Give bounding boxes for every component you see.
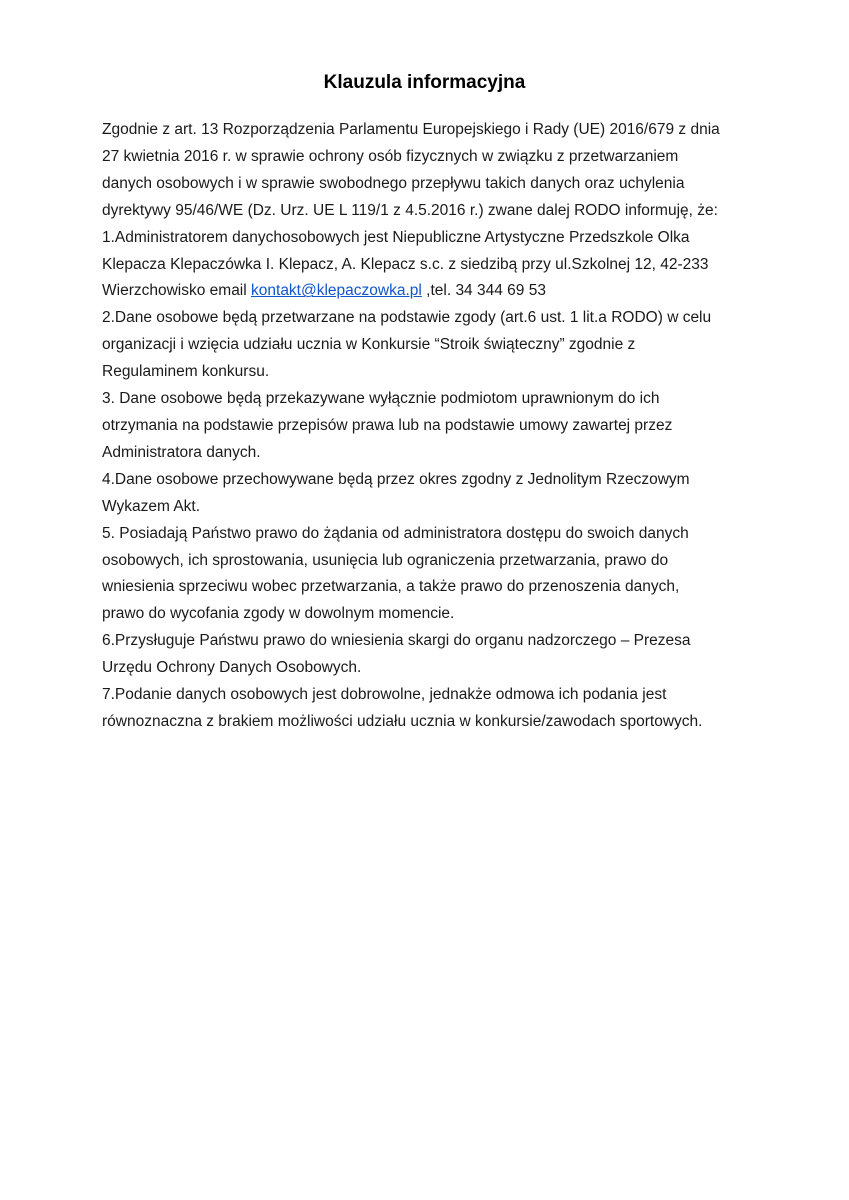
contact-prefix: Wierzchowisko email <box>102 282 252 300</box>
text-line: wniesienia sprzeciwu wobec przetwarzania, a także prawo do przenoszenia danych, <box>102 578 680 596</box>
text-line: Urzędu Ochrony Danych Osobowych. <box>102 659 362 677</box>
text-line: Wykazem Akt. <box>102 497 201 515</box>
text-line: dyrektywy 95/46/WE (Dz. Urz. UE L 119/1 z 4.5.2016 r.) zwane dalej RODO informuję, że: <box>102 201 718 219</box>
text-line: 6.Przysługuje Państwu prawo do wniesienia skargi do organu nadzorczego – Prezesa <box>102 632 691 650</box>
document-body <box>102 117 762 736</box>
paragraph-7-voluntary <box>102 682 762 736</box>
text-line: 27 kwietnia 2016 r. w sprawie ochrony osób fizycznych w związku z przetwarzaniem <box>102 147 679 165</box>
text-line: otrzymania na podstawie przepisów prawa lub na podstawie umowy zawartej przez <box>102 416 673 434</box>
text-line: Regulaminem konkursu. <box>102 363 270 381</box>
text-line: równoznaczna z brakiem możliwości udziału ucznia w konkursie/zawodach sportowych. <box>102 712 703 730</box>
text-line: organizacji i wzięcia udziału ucznia w Konkursie “Stroik świąteczny” zgodnie z <box>102 336 636 354</box>
paragraph-1-administrator <box>102 225 762 306</box>
text-line: osobowych, ich sprostowania, usunięcia lub ograniczenia przetwarzania, prawo do <box>102 551 669 569</box>
text-line: danych osobowych i w sprawie swobodnego przepływu takich danych oraz uchylenia <box>102 174 685 192</box>
text-line: prawo do wycofania zgody w dowolnym momencie. <box>102 605 455 623</box>
phone-text: ,tel. 34 344 69 53 <box>421 282 546 300</box>
paragraph-5-rights <box>102 521 762 629</box>
document-title: Klauzula informacyjna <box>323 72 526 93</box>
text-line: 3. Dane osobowe będą przekazywane wyłącznie podmiotom uprawnionym do ich <box>102 390 660 408</box>
paragraph-4-retention <box>102 467 762 521</box>
text-line: Klepacza Klepaczówka I. Klepacz, A. Klepacz s.c. z siedzibą przy ul.Szkolnej 12, 42-233 <box>102 255 709 273</box>
text-line: 5. Posiadają Państwo prawo do żądania od administratora dostępu do swoich danych <box>102 524 689 542</box>
paragraph-2-legal-basis <box>102 305 762 386</box>
text-line: 7.Podanie danych osobowych jest dobrowolne, jednakże odmowa ich podania jest <box>102 686 667 704</box>
text-line: 2.Dane osobowe będą przetwarzane na podstawie zgody (art.6 ust. 1 lit.a RODO) w celu <box>102 309 712 327</box>
intro-paragraph <box>102 117 762 225</box>
text-line <box>102 278 762 305</box>
text-line: Zgodnie z art. 13 Rozporządzenia Parlamentu Europejskiego i Rady (UE) 2016/679 z dnia <box>102 121 720 138</box>
email-link[interactable]: kontakt@klepaczowka.pl <box>251 282 422 300</box>
paragraph-3-recipients <box>102 386 762 467</box>
paragraph-6-complaint <box>102 628 762 682</box>
text-line: 1.Administratorem danychosobowych jest Niepubliczne Artystyczne Przedszkole Olka <box>102 228 690 246</box>
text-line: Administratora danych. <box>102 443 261 461</box>
text-line: 4.Dane osobowe przechowywane będą przez okres zgodny z Jednolitym Rzeczowym <box>102 470 690 488</box>
